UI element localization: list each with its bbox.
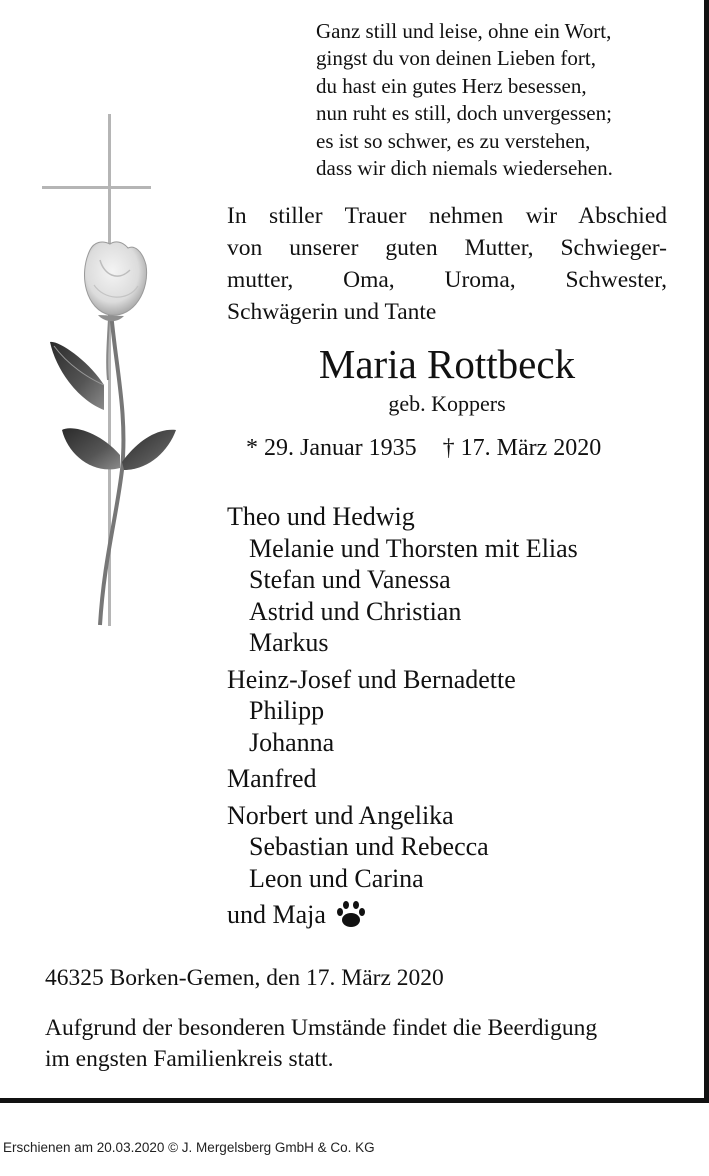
- family-group: [227, 501, 578, 659]
- pet-label: und Maja: [227, 900, 326, 929]
- intro-line: In stiller Trauer nehmen wir Abschied: [227, 203, 667, 229]
- death-date: † 17. März 2020: [442, 435, 602, 461]
- funeral-note: [45, 1013, 597, 1075]
- cross-rose-illustration: [38, 110, 188, 630]
- family-member: Markus: [249, 628, 329, 657]
- family-member: Melanie und Thorsten mit Elias: [249, 533, 578, 563]
- note-line: im engsten Familienkreis statt.: [45, 1046, 334, 1072]
- paw-print-icon: [334, 899, 368, 929]
- family-group: [227, 800, 578, 895]
- family-member: Astrid und Christian: [249, 596, 462, 626]
- mourning-intro: [227, 200, 667, 328]
- place-date: 46325 Borken-Gemen, den 17. März 2020: [45, 965, 444, 991]
- poem-line: du hast ein gutes Herz besessen,: [316, 73, 587, 98]
- intro-line: von unserer guten Mutter, Schwieger-: [227, 235, 667, 261]
- cross-icon: [42, 114, 151, 626]
- family-member: Sebastian und Rebecca: [249, 832, 489, 861]
- poem: [316, 18, 613, 182]
- publication-footer: Erschienen am 20.03.2020 © J. Mergelsberg GmbH & Co. KG: [3, 1140, 375, 1155]
- family-member: Leon und Carina: [249, 863, 424, 893]
- intro-line: Schwägerin und Tante: [227, 299, 437, 325]
- family-head: Manfred: [227, 764, 317, 793]
- family-head: Norbert und Angelika: [227, 800, 454, 830]
- poem-line: Ganz still und leise, ohne ein Wort,: [316, 19, 612, 43]
- poem-line: dass wir dich niemals wiedersehen.: [316, 156, 613, 181]
- family-head: Theo und Hedwig: [227, 502, 415, 531]
- poem-line: nun ruht es still, doch unvergessen;: [316, 101, 612, 126]
- family-member: Johanna: [249, 727, 335, 757]
- rose-icon: [50, 242, 176, 625]
- family-member: Stefan und Vanessa: [249, 565, 451, 594]
- deceased-name: Maria Rottbeck: [318, 341, 576, 387]
- family-head: Heinz-Josef und Bernadette: [227, 664, 516, 694]
- poem-line: es ist so schwer, es zu verstehen,: [316, 128, 591, 153]
- birth-date: * 29. Januar 1935: [246, 435, 417, 461]
- poem-line: gingst du von deinen Lieben fort,: [316, 46, 596, 71]
- pet-line: [227, 899, 578, 931]
- family-group: [227, 664, 578, 759]
- intro-line: mutter, Oma, Uroma, Schwester,: [227, 267, 667, 293]
- life-dates: [246, 431, 601, 465]
- note-line: Aufgrund der besonderen Umstände findet die Beerdigung: [45, 1015, 598, 1041]
- family-group: [227, 763, 578, 795]
- family-list: [227, 501, 578, 931]
- family-member: Philipp: [249, 696, 325, 725]
- birth-name: geb. Koppers: [388, 391, 506, 416]
